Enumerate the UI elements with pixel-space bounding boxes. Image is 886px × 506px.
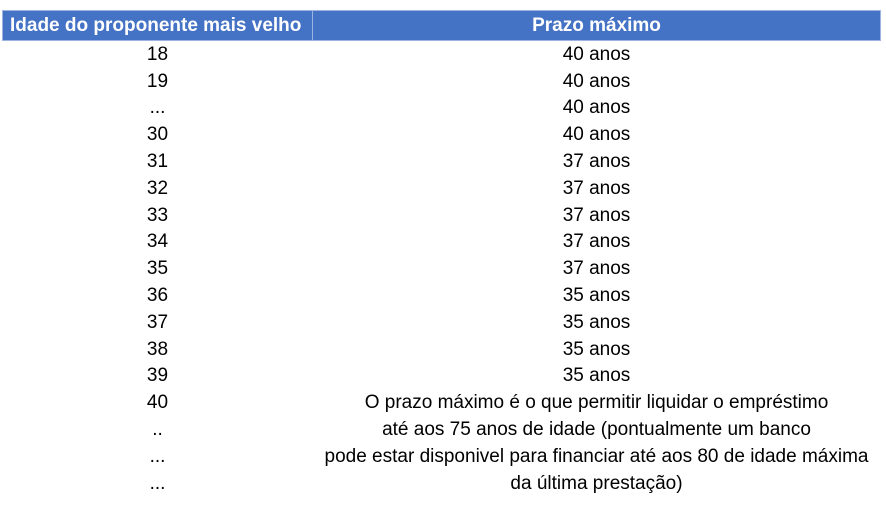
table-row [3, 41, 881, 68]
term-cell: 40 anos [562, 124, 631, 146]
term-cell: 35 anos [562, 311, 631, 333]
age-cell: 30 [146, 124, 169, 146]
term-cell: 37 anos [562, 258, 631, 280]
age-cell: 33 [146, 204, 169, 226]
term-cell: 40 anos [562, 43, 631, 65]
term-cell: 37 anos [562, 151, 631, 173]
term-cell: 37 anos [562, 231, 631, 253]
age-cell: ... [149, 97, 166, 119]
age-cell: ... [149, 445, 166, 467]
table-row [3, 470, 881, 497]
table-row [3, 336, 881, 363]
age-cell: 38 [146, 338, 169, 360]
prazo-maximo-table-container [2, 10, 882, 497]
term-cell: 35 anos [562, 365, 631, 387]
table-row [3, 95, 881, 122]
table-row [3, 309, 881, 336]
table-row [3, 175, 881, 202]
table-body [3, 41, 881, 497]
term-cell: da última prestação) [510, 472, 683, 494]
table-row [3, 121, 881, 148]
table-row [3, 416, 881, 443]
age-cell: 35 [146, 258, 169, 280]
term-cell: 40 anos [562, 70, 631, 92]
table-row [3, 68, 881, 95]
age-cell: ... [149, 472, 166, 494]
age-cell: .. [152, 419, 163, 441]
term-cell: 35 anos [562, 338, 631, 360]
term-cell: 37 anos [562, 177, 631, 199]
age-cell: 34 [146, 231, 169, 253]
term-cell: 35 anos [562, 285, 631, 307]
table-row [3, 229, 881, 256]
prazo-maximo-table [2, 10, 881, 497]
table-row [3, 255, 881, 282]
term-cell: pode estar disponivel para financiar até aos 80 de idade máxima [324, 445, 869, 467]
header-idade-proponente: Idade do proponente mais velho [3, 11, 313, 41]
age-cell: 31 [146, 151, 169, 173]
table-row [3, 202, 881, 229]
age-cell: 36 [146, 285, 169, 307]
term-cell: até aos 75 anos de idade (pontualmente um banco [382, 419, 811, 441]
age-cell: 39 [146, 365, 169, 387]
table-row [3, 443, 881, 470]
age-cell: 40 [146, 392, 169, 414]
table-row [3, 282, 881, 309]
age-cell: 19 [146, 70, 169, 92]
table-row [3, 363, 881, 390]
term-cell: 37 anos [562, 204, 631, 226]
header-prazo-maximo: Prazo máximo [313, 11, 881, 41]
term-cell: 40 anos [562, 97, 631, 119]
header-row [3, 11, 881, 41]
term-cell: O prazo máximo é o que permitir liquidar o empréstimo [364, 392, 829, 414]
table-row [3, 148, 881, 175]
age-cell: 18 [146, 43, 169, 65]
age-cell: 37 [146, 311, 169, 333]
age-cell: 32 [146, 177, 169, 199]
table-row [3, 389, 881, 416]
